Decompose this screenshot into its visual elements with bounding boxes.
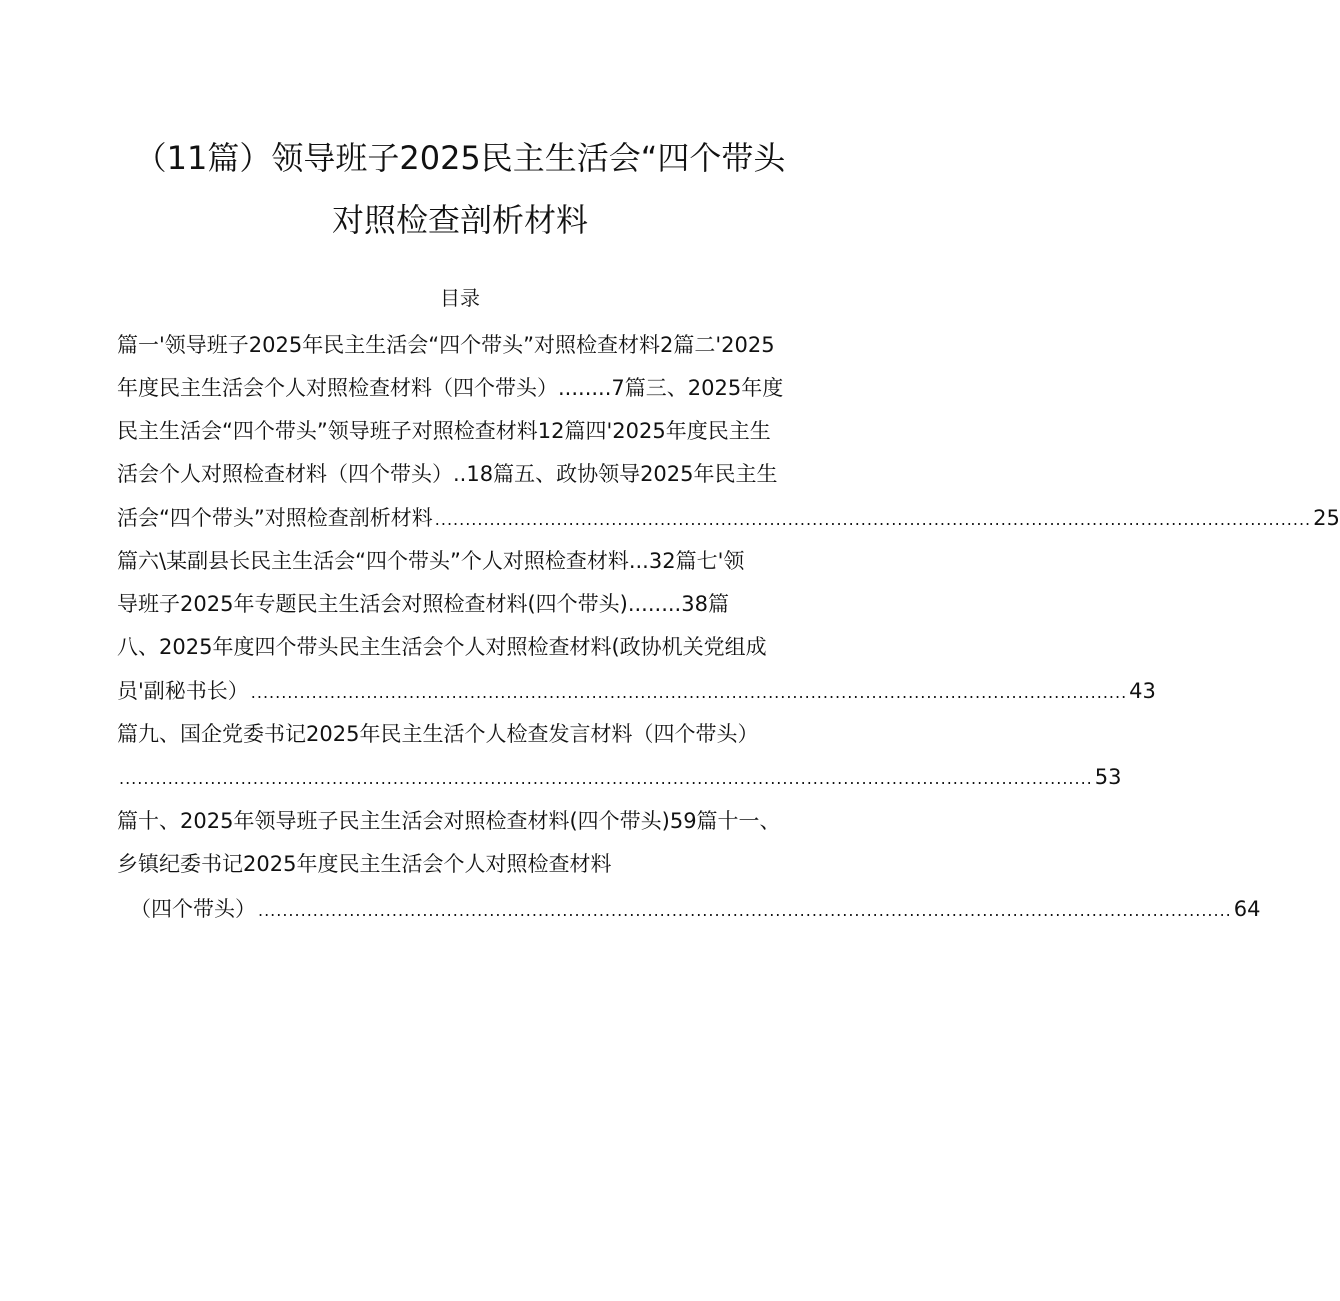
toc-entry-text: 活会“四个带头”对照检查剖析材料 bbox=[117, 506, 433, 530]
document-title-line-1: （11篇）领导班子2025民主生活会“四个带头 bbox=[134, 139, 786, 177]
toc-entry-text: （四个带头） bbox=[130, 897, 256, 921]
toc-page-number: 25 bbox=[1313, 506, 1340, 530]
toc-line: 年度民主生活会个人对照检查材料（四个带头）........7篇三、2025年度 bbox=[117, 376, 784, 400]
dot-leader: ................................................................................................................................................ bbox=[250, 683, 1128, 702]
toc-line: 篇一'领导班子2025年民主生活会“四个带头”对照检查材料2篇二'2025 bbox=[117, 333, 775, 357]
dot-leader: ................................................................................................................................................ bbox=[434, 510, 1312, 529]
toc-line: 篇九、国企党委书记2025年民主生活个人检查发言材料（四个带头） bbox=[117, 722, 759, 746]
toc-page-number: 64 bbox=[1233, 897, 1261, 921]
toc-page-number: 53 bbox=[1094, 765, 1122, 789]
document-title-line-2: 对照检查剖析材料 bbox=[331, 201, 588, 239]
toc-line: 民主生活会“四个带头”领导班子对照检查材料12篇四'2025年度民主生 bbox=[117, 419, 771, 443]
dot-leader: ................................................................................................................................................................ bbox=[258, 901, 1232, 920]
toc-heading: 目录 bbox=[440, 286, 480, 310]
toc-line: 篇六\某副县长民主生活会“四个带头”个人对照检查材料...32篇七'领 bbox=[117, 549, 745, 573]
toc-line bbox=[117, 503, 1340, 535]
dot-leader: ................................................................................................................................................................ bbox=[119, 769, 1093, 788]
toc-line: 八、2025年度四个带头民主生活会个人对照检查材料(政协机关党组成 bbox=[117, 635, 767, 659]
toc-line: 活会个人对照检查材料（四个带头）..18篇五、政协领导2025年民主生 bbox=[117, 462, 778, 486]
toc-line: 导班子2025年专题民主生活会对照检查材料(四个带头)........38篇 bbox=[117, 592, 729, 616]
toc-line: 乡镇纪委书记2025年度民主生活会个人对照检查材料 bbox=[117, 852, 612, 876]
toc-line bbox=[117, 676, 1156, 708]
toc-line bbox=[130, 894, 1261, 926]
toc-entry-text: 员'副秘书长） bbox=[117, 679, 249, 703]
toc-page-number: 43 bbox=[1129, 679, 1156, 703]
toc-line: 篇十、2025年领导班子民主生活会对照检查材料(四个带头)59篇十一、 bbox=[117, 809, 781, 833]
toc-line bbox=[117, 762, 1122, 794]
